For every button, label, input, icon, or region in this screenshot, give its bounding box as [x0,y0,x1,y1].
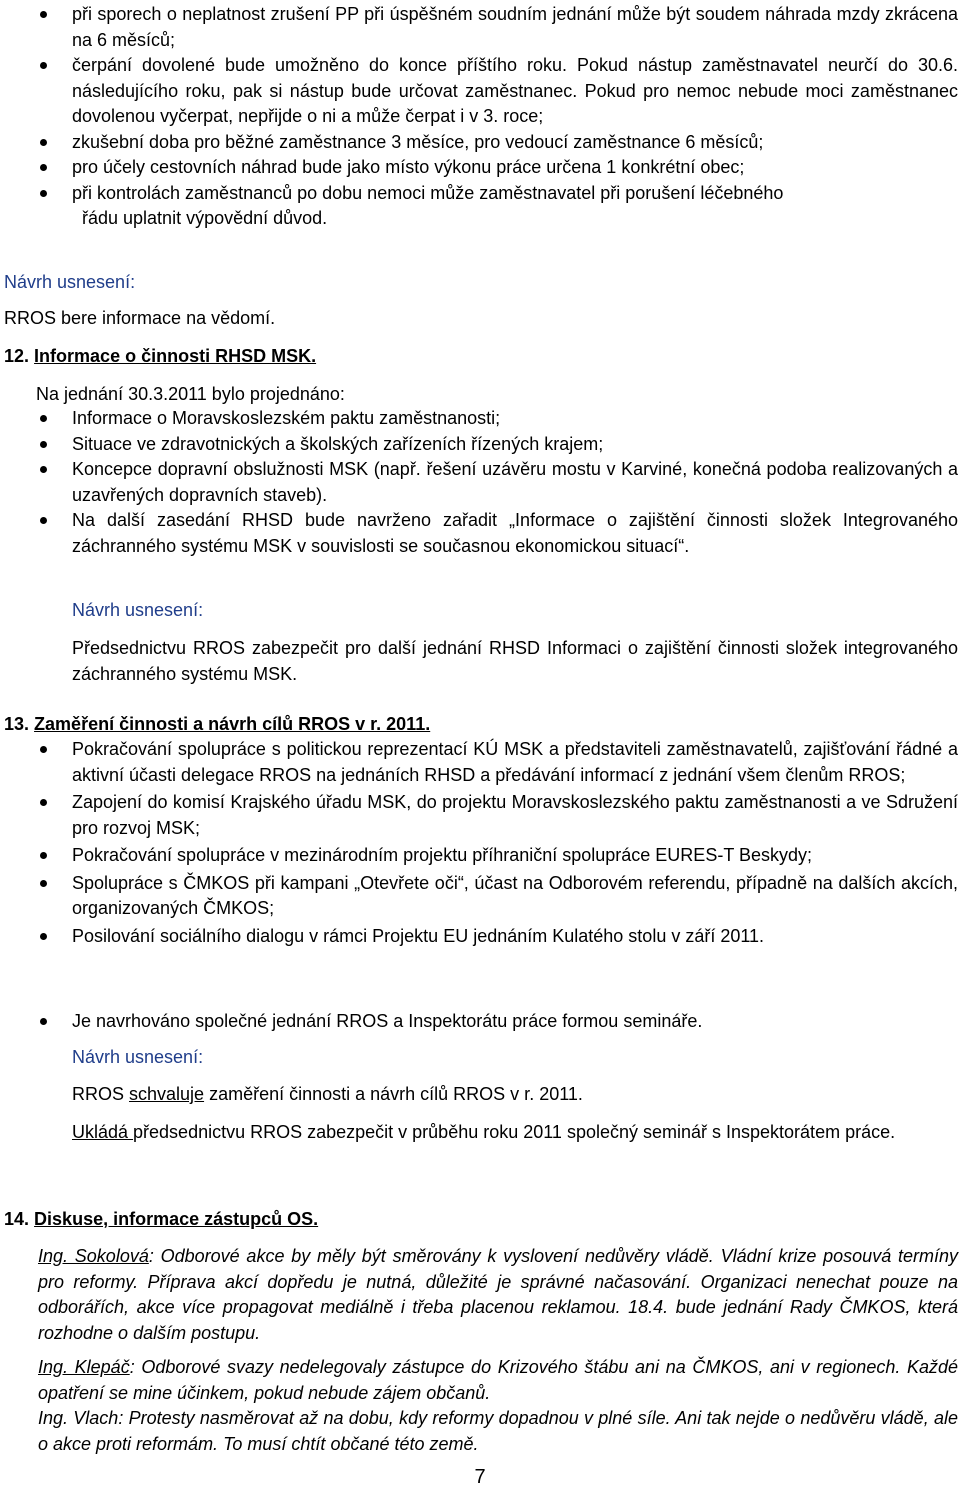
list-item: Koncepce dopravní obslužnosti MSK (např. řešení uzávěru mostu v Karviné, konečná podoba realizovaných a uzavřených dopravních staveb). [0,457,958,508]
navrh-usneseni-label: Návrh usnesení: [4,272,136,292]
section-heading-12 [4,344,316,370]
list-item-text: při kontrolách zaměstnanců po dobu nemoci může zaměstnavatel při porušení léčebného [72,182,784,203]
list-item: Na další zasedání RHSD bude navrženo zařadit „Informace o zajištění činnosti složek Integrovaného záchranného systému MSK v souvislosti se současnou ekonomickou situací“. [0,508,958,559]
discussion-paragraph: Ing. Vlach: Protesty nasměrovat až na dobu, kdy reformy dopadnou v plné síle. Ani tak nejde o nedůvěru vládě, ale o akce proti reformám. To musí chtít občané této země. [38,1408,958,1454]
section-title: Informace o činnosti RHSD MSK. [34,346,317,366]
sec11-bullet-list [0,2,958,232]
section-heading-13 [4,712,430,738]
navrh-usneseni-label: Návrh usnesení: [72,600,204,620]
list-item: Spolupráce s ČMKOS při kampani „Otevřete oči“, účast na Odborovém referendu, případně na dalších akcích, organizovaných ČMKOS; [0,871,958,922]
speaker-name: Ing. Sokolová [38,1246,149,1266]
list-item: zkušební doba pro běžné zaměstnance 3 měsíce, pro vedoucí zaměstnance 6 měsíců; [0,130,958,156]
sec12-bullet-list [0,406,958,559]
navrh-usneseni-label: Návrh usnesení: [72,1047,204,1067]
section-number: 12. [4,346,30,366]
resolution-text: RROS bere informace na vědomí. [4,308,276,328]
section-title: Diskuse, informace zástupců OS. [34,1209,319,1229]
list-item: Pokračování spolupráce s politickou reprezentací KÚ MSK a představiteli zaměstnavatelů, zajišťování řádné a aktivní účasti delegace RROS na jednáních RHSD a předávání informací z jednání všem členům RROS; [0,737,958,788]
underlined-verb: schvaluje [129,1084,205,1104]
list-item: pro účely cestovních náhrad bude jako místo výkonu práce určena 1 konkrétní obec; [0,155,958,181]
list-item: Posilování sociálního dialogu v rámci Projektu EU jednáním Kulatého stolu v září 2011. [0,924,958,950]
section-number: 14. [4,1209,30,1229]
list-item: Informace o Moravskoslezském paktu zaměstnanosti; [0,406,958,432]
resolution-text: Předsednictvu RROS zabezpečit pro další jednání RHSD Informaci o zajištění činnosti složek integrovaného záchranného systému MSK. [72,638,958,684]
section-heading-14 [4,1207,318,1233]
sec13-bullet-list [0,737,958,949]
section-number: 13. [4,714,30,734]
list-item: Pokračování spolupráce v mezinárodním projektu příhraniční spolupráce EURES-T Beskydy; [0,843,958,869]
section-intro: Na jednání 30.3.2011 bylo projednáno: [36,384,345,404]
list-item: Situace ve zdravotnických a školských zařízeních řízených krajem; [0,432,958,458]
discussion-paragraph: Ing. Sokolová: Odborové akce by měly být směrovány k vyslovení nedůvěry vládě. Vládní krize posouvá termíny pro reformy. Příprava akcí dopředu je nutná, důležité je správné načasování. Organizaci nenechat pouze na odborářích, akce více propagovat mediálně i třeba placenou reklamou. 18.4. bude jednání Rady ČMKOS, která rozhodne o dalším postupu. [38,1246,958,1343]
discussion-paragraph: Ing. Klepáč: Odborové svazy nedelegovaly zástupce do Krizového štábu ani na ČMKOS, ani v regionech. Každé opatření se mine účinkem, pokud nebude zájem občanů. [38,1357,959,1403]
resolution-text: Ukládá předsednictvu RROS zabezpečit v průběhu roku 2011 společný seminář s Inspektorátem práce. [72,1122,896,1142]
sec13-bullet-list-last [0,1009,958,1035]
resolution-text: RROS schvaluje zaměření činnosti a návrh cílů RROS v r. 2011. [72,1084,583,1104]
list-item: Je navrhováno společné jednání RROS a Inspektorátu práce formou semináře. [0,1009,958,1035]
section-title: Zaměření činnosti a návrh cílů RROS v r. 2011. [34,714,431,734]
list-item: při sporech o neplatnost zrušení PP při úspěšném soudním jednání může být soudem náhrada mzdy zkrácena na 6 měsíců; [0,2,958,53]
list-item-text-cont: řádu uplatnit výpovědní důvod. [82,208,328,228]
speaker-name: Ing. Klepáč [38,1357,130,1377]
underlined-verb: Ukládá [72,1122,134,1142]
list-item: čerpání dovolené bude umožněno do konce příštího roku. Pokud nástup zaměstnavatel neurčí do 30.6. následujícího roku, pak si nástup bude určovat zaměstnanec. Pokud pro nemoc nebude moci zaměstnanec dovolenou vyčerpat, nepřijde o ni a může čerpat i v 3. roce; [0,53,958,130]
page-number: 7 [474,1466,486,1488]
list-item: Zapojení do komisí Krajského úřadu MSK, do projektu Moravskoslezského paktu zaměstnanosti a ve Sdružení pro rozvoj MSK; [0,790,958,841]
list-item [0,181,958,232]
